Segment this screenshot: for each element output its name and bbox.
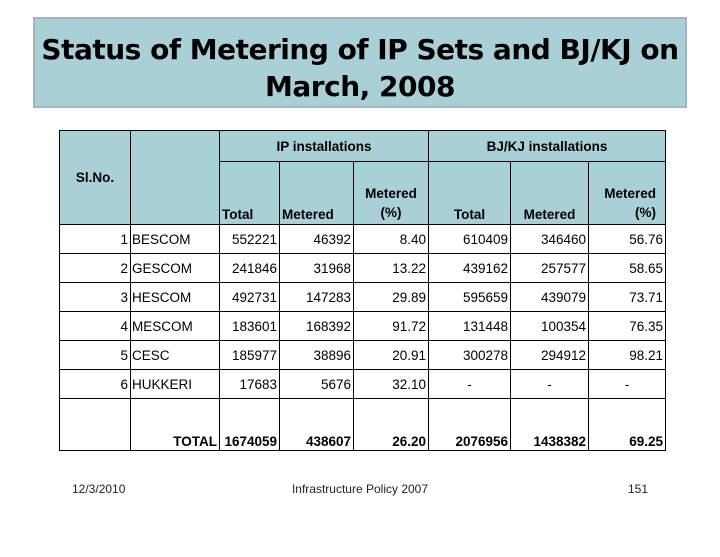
cell-name: HUKKERI	[131, 370, 220, 399]
header-ip-metered: Metered	[280, 162, 354, 225]
slide-title: Status of Metering of IP Sets and BJ/KJ on March, 2008	[41, 33, 679, 103]
cell-bj-metered: 439079	[511, 283, 589, 312]
title-banner	[33, 17, 687, 108]
cell-ip-pct: 29.89	[354, 283, 429, 312]
cell-sl: 3	[60, 283, 131, 312]
cell-bj-pct: 58.65	[589, 254, 666, 283]
cell-ip-metered: 38896	[280, 341, 354, 370]
total-bj-total: 2076956	[429, 399, 511, 451]
cell-name: BESCOM	[131, 225, 220, 254]
cell-bj-metered: 257577	[511, 254, 589, 283]
table-row	[60, 312, 666, 341]
cell-name: HESCOM	[131, 283, 220, 312]
table-row	[60, 283, 666, 312]
table-row	[60, 370, 666, 399]
cell-ip-total: 185977	[220, 341, 280, 370]
cell-ip-pct: 20.91	[354, 341, 429, 370]
metering-table	[59, 130, 666, 451]
cell-bj-pct: -	[589, 370, 666, 399]
total-bj-pct: 69.25	[589, 399, 666, 451]
header-ip-metered-pct: Metered (%)	[354, 162, 429, 225]
cell-bj-total: 300278	[429, 341, 511, 370]
cell-ip-metered: 147283	[280, 283, 354, 312]
cell-bj-total: 595659	[429, 283, 511, 312]
total-label: TOTAL	[131, 399, 220, 451]
cell-ip-total: 17683	[220, 370, 280, 399]
header-ip-installations: IP installations	[220, 131, 429, 162]
table-row	[60, 254, 666, 283]
cell-ip-metered: 5676	[280, 370, 354, 399]
cell-bj-metered: 294912	[511, 341, 589, 370]
footer-page-number: 151	[628, 482, 649, 496]
header-bjkj-installations: BJ/KJ installations	[429, 131, 666, 162]
cell-name: GESCOM	[131, 254, 220, 283]
cell-bj-pct: 56.76	[589, 225, 666, 254]
header-bj-total: Total	[429, 162, 511, 225]
cell-ip-total: 552221	[220, 225, 280, 254]
header-row-groups	[60, 131, 666, 162]
cell-bj-pct: 76.35	[589, 312, 666, 341]
header-slno: Sl.No.	[60, 131, 131, 225]
cell-ip-pct: 13.22	[354, 254, 429, 283]
table-row	[60, 341, 666, 370]
total-bj-metered: 1438382	[511, 399, 589, 451]
cell-bj-metered: -	[511, 370, 589, 399]
cell-sl: 1	[60, 225, 131, 254]
header-ip-total: Total	[220, 162, 280, 225]
cell-name: CESC	[131, 341, 220, 370]
cell-ip-pct: 91.72	[354, 312, 429, 341]
cell-bj-total: 439162	[429, 254, 511, 283]
total-ip-total: 1674059	[220, 399, 280, 451]
cell-ip-metered: 168392	[280, 312, 354, 341]
cell-sl: 5	[60, 341, 131, 370]
cell-bj-total: -	[429, 370, 511, 399]
cell-sl: 2	[60, 254, 131, 283]
cell-ip-metered: 46392	[280, 225, 354, 254]
cell-ip-pct: 8.40	[354, 225, 429, 254]
total-ip-pct: 26.20	[354, 399, 429, 451]
cell-ip-metered: 31968	[280, 254, 354, 283]
total-ip-metered: 438607	[280, 399, 354, 451]
header-name-blank	[131, 131, 220, 225]
cell-ip-total: 183601	[220, 312, 280, 341]
header-bj-metered-pct: Metered (%)	[589, 162, 666, 225]
cell-bj-metered: 346460	[511, 225, 589, 254]
cell-bj-pct: 73.71	[589, 283, 666, 312]
cell-bj-pct: 98.21	[589, 341, 666, 370]
cell-ip-total: 241846	[220, 254, 280, 283]
cell-ip-total: 492731	[220, 283, 280, 312]
footer-title: Infrastructure Policy 2007	[291, 482, 429, 496]
cell-sl: 6	[60, 370, 131, 399]
footer-date: 12/3/2010	[72, 482, 126, 496]
cell-ip-pct: 32.10	[354, 370, 429, 399]
table-row	[60, 225, 666, 254]
total-row	[60, 399, 666, 451]
header-bj-metered: Metered	[511, 162, 589, 225]
cell-name: MESCOM	[131, 312, 220, 341]
cell-bj-metered: 100354	[511, 312, 589, 341]
cell-bj-total: 610409	[429, 225, 511, 254]
cell-bj-total: 131448	[429, 312, 511, 341]
cell-sl-blank	[60, 399, 131, 451]
cell-sl: 4	[60, 312, 131, 341]
